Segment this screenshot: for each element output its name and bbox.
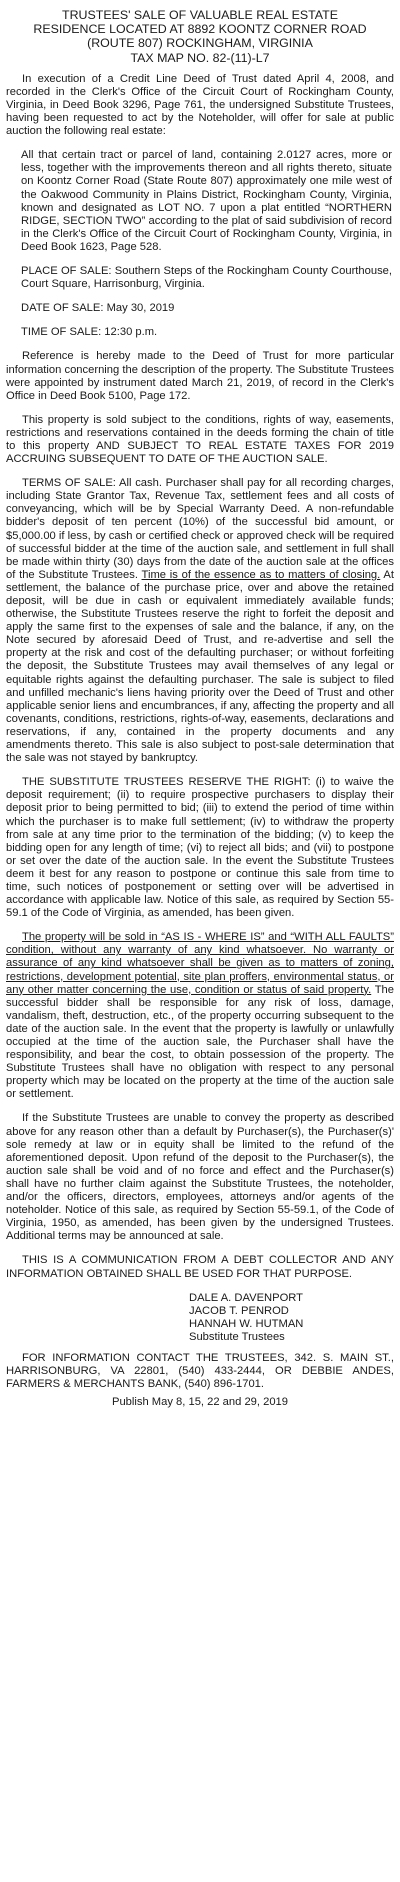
time-of-sale: TIME OF SALE: 12:30 p.m. (21, 326, 158, 339)
title-line: TRUSTEES' SALE OF VALUABLE REAL ESTATE (62, 8, 338, 22)
contact-information: FOR INFORMATION CONTACT THE TRUSTEES, 342. S. MAIN ST., HARRISONBURG, VA 22801, (540) 433-2444, OR DEBBIE ANDES, FARMERS & MERCHANTS BANK, (540) 896-1701. (6, 1351, 394, 1391)
terms-text-continued: At settlement, the balance of the purchase price, over and above the retained deposit, will be due in cash or equivalent immediately available funds; otherwise, the Substitute Trustees reserve the right to forfeit the deposit and apply the same first to the expenses of sale and the balance, if any, on the Note secured by aforesaid Deed of Trust, and re-advertise and sell the property at the risk and cost of the defaulting purchaser; or without forfeiting the deposit, the Substitute Trustees may avail themselves of any legal or equitable rights against the defaulting purchaser. The sale is subject to filed and unfilled mechanic's liens having priority over the Deed of Trust and other applicable senior liens and encumbrances, if any, affecting the property and all covenants, conditions, restrictions, rights-of-way, easements, declarations and reservations, if any, contained in the property documents and any amendments thereto. This sale is also subject to post-sale determination that the sale was not stayed by bankruptcy. (6, 568, 394, 765)
terms-of-sale-paragraph (6, 477, 394, 765)
signature-block (6, 1292, 394, 1344)
as-is-emphasis: The property will be sold in “AS IS - WHERE IS” and “WITH ALL FAULTS” condition, without any warranty of any kind whatsoever. No warranty or assurance of any kind whatsoever shall be given as to matters of zoning, restrictions, development potential, site plan proffers, environmental status, or any other matter concerning the use, condition or status of said property. (6, 931, 394, 996)
property-description: All that certain tract or parcel of land, containing 2.0127 acres, more or less, together with the improvements thereon and all rights thereto, situate on Koontz Corner Road (State Route 807) approximately one mile west of the Oakwood Community in Plains District, Rockingham County, Virginia, known and designated as LOT NO. 7 upon a plat entitled “NORTHERN RIDGE, SECTION TWO” according to the plat of said subdivision of record in the Clerk's Office of the Circuit Court of Rockingham County, Virginia, in Deed Book 1623, Page 528. (21, 149, 392, 253)
debt-collector-notice: THIS IS A COMMUNICATION FROM A DEBT COLLECTOR AND ANY INFORMATION OBTAINED SHALL BE USED FOR THAT PURPOSE. (6, 1254, 394, 1280)
title-line: RESIDENCE LOCATED AT 8892 KOONTZ CORNER ROAD (33, 22, 367, 37)
as-is-text: The successful bidder shall be responsible for any risk of loss, damage, vandalism, theft, destruction, etc., of the property occurring subsequent to the date of the auction sale. In the event that the property is lawfully or unlawfully occupied at the time of the auction sale, the Purchaser shall have the responsibility, and bear the cost, to obtain possession of the property. The Substitute Trustees shall have no obligation with respect to any personal property which may be located on the property at the time of the auction sale or settlement. (6, 983, 394, 1101)
signature-name: DALE A. DAVENPORT (189, 1291, 303, 1304)
signature-name: HANNAH W. HUTMAN (189, 1317, 304, 1330)
signature-name: JACOB T. PENROD (189, 1304, 289, 1317)
intro-paragraph: In execution of a Credit Line Deed of Trust dated April 4, 2008, and recorded in the Clerk's Office of the Circuit Court of Rockingham County, Virginia, in Deed Book 3296, Page 761, the undersigned Substitute Trustees, having been requested to act by the Noteholder, will offer for sale at public auction the following real estate: (6, 72, 394, 138)
place-of-sale: PLACE OF SALE: Southern Steps of the Rockingham County Courthouse, Court Square, Harrisonburg, Virginia. (21, 265, 392, 291)
terms-closing-emphasis: Time is of the essence as to matters of closing. (141, 568, 381, 581)
publish-dates: Publish May 8, 15, 22 and 29, 2019 (111, 1396, 289, 1409)
subject-paragraph: This property is sold subject to the conditions, rights of way, easements, restrictions and reservations contained in the deeds forming the chain of title to this property AND SUBJECT TO REAL ESTATE TAXES FOR 2019 ACCRUING SUBSEQUENT TO DATE OF THE AUCTION SALE. (6, 413, 394, 466)
date-of-sale: DATE OF SALE: May 30, 2019 (21, 302, 175, 315)
unable-to-convey-paragraph: If the Substitute Trustees are unable to convey the property as described above for any reason other than a default by Purchaser(s), the Purchaser(s)' sole remedy at law or in equity shall be limited to the refund of the aforementioned deposit. Upon refund of the deposit to the Purchaser(s), the auction sale shall be void and of no force and effect and the Purchaser(s) shall have no further claim against the Substitute Trustees, the noteholder, and/or the officers, directors, employees, attorneys and/or agents of the noteholder. Notice of this sale, as required by Section 55-59.1, of the Code of Virginia, 1950, as amended, has been given by the undersigned Trustees. Additional terms may be announced at sale. (6, 1112, 394, 1243)
as-is-paragraph (6, 931, 394, 1101)
title-line: TAX MAP NO. 82-(11)-L7 (130, 50, 270, 65)
signature-role: Substitute Trustees (189, 1330, 285, 1343)
reference-paragraph: Reference is hereby made to the Deed of Trust for more particular information concerning the description of the property. The Substitute Trustees were appointed by instrument dated March 21, 2019, of record in the Clerk's Office in Deed Book 5100, Page 172. (6, 350, 394, 402)
notice-title (6, 8, 394, 65)
title-line: (ROUTE 807) ROCKINGHAM, VIRGINIA (87, 36, 313, 51)
terms-text: TERMS OF SALE: All cash. Purchaser shall pay for all recording charges, including State Grantor Tax, Revenue Tax, settlement fees and all costs of conveyancing, which will be by Special Warranty Deed. A non-refundable bidder's deposit of ten percent (10%) of the successful bid amount, or $5,000.00 if less, by cash or certified check or approved check will be required of successful bidder at the time of the auction sale, and settlement in full shall be made within thirty (30) days from the date of the auction sale at the offices of the Substitute Trustees. (6, 477, 394, 581)
reserve-rights-paragraph: THE SUBSTITUTE TRUSTEES RESERVE THE RIGHT: (i) to waive the deposit requirement; (ii) to require prospective purchasers to display their deposit prior to being permitted to bid; (iii) to extend the period of time within which the purchaser is to make full settlement; (iv) to withdraw the property from sale at any time prior to the termination of the bidding; (v) to keep the bidding open for any length of time; (vi) to reject all bids; and (vii) to postpone or set over the date of the auction sale. In the event the Substitute Trustees deem it best for any reason to postpone or continue this sale from time to time, such notices of postponement or setting over will be advertised in accordance with applicable law. Notice of this sale, as required by Section 55-59.1 of the Code of Virginia, as amended, has been given. (6, 776, 394, 920)
